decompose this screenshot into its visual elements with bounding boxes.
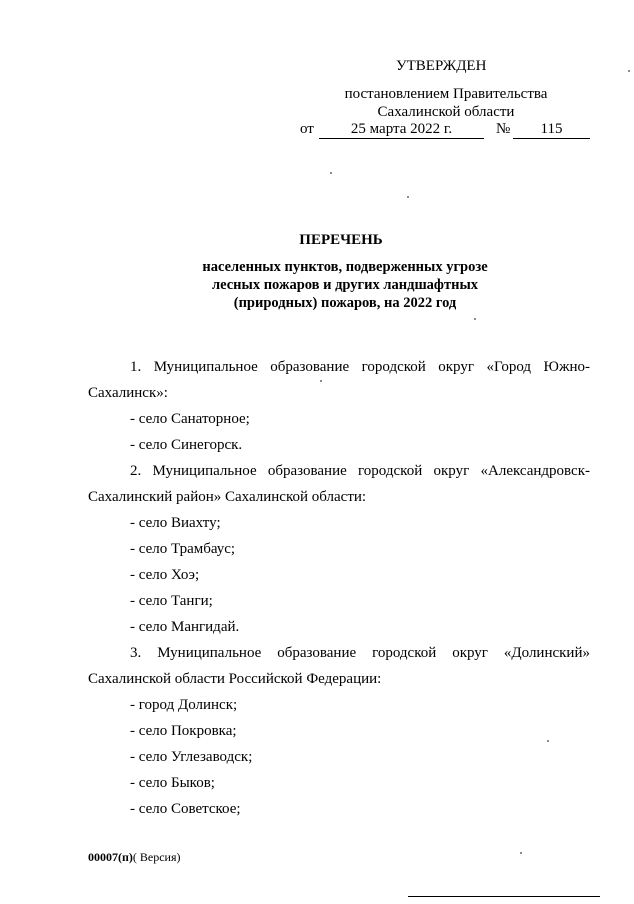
list-item: - село Трамбаус; [130,541,236,557]
scan-speck [407,196,409,198]
approval-number: 115 [513,121,590,139]
section-3-heading-cont: Сахалинской области Российской Федерации: [88,671,382,687]
list-item: - село Мангидай. [130,619,240,635]
list-item: - село Санаторное; [130,411,250,427]
approval-date: 25 марта 2022 г. [319,121,484,139]
list-item: - село Советское; [130,801,241,817]
date-prefix: от [300,121,314,137]
document-code-value: 00007(п) [88,850,133,864]
scan-speck [330,172,332,174]
list-item: - село Виахту; [130,515,221,531]
scan-speck [320,380,322,382]
scan-speck [520,852,522,854]
scan-speck [474,318,476,320]
section-1-heading: 1. Муниципальное образование городской округ «Город Южно- [130,359,590,375]
document-title: ПЕРЕЧЕНЬ [299,232,383,248]
document-subtitle-line3: (природных) пожаров, на 2022 год [233,295,457,311]
section-3-heading: 3. Муниципальное образование городской округ «Долинский» [130,645,590,661]
document-subtitle-line2: лесных пожаров и других ландшафтных [211,277,479,293]
approval-authority: постановлением Правительства [344,86,548,102]
scan-speck [547,740,549,742]
list-item: - село Быков; [130,775,215,791]
section-2-heading-cont: Сахалинский район» Сахалинской области: [88,489,367,505]
number-sign: № [496,121,511,137]
list-item: - село Покровка; [130,723,237,739]
bottom-rule [408,896,600,897]
approval-heading: УТВЕРЖДЕН [396,58,487,74]
approval-date-row [300,121,592,141]
scan-speck [628,70,630,72]
document-subtitle-line1: населенных пунктов, подверженных угрозе [202,259,488,275]
list-item: - село Танги; [130,593,213,609]
section-2-heading: 2. Муниципальное образование городской округ «Александровск- [130,463,590,479]
list-item: - село Синегорск. [130,437,243,453]
document-version: ( Версия) [132,850,181,864]
approval-region: Сахалинской области [377,104,515,120]
list-item: - город Долинск; [130,697,238,713]
list-item: - село Углезаводск; [130,749,253,765]
document-code [88,850,181,865]
section-1-heading-cont: Сахалинск»: [88,385,168,401]
list-item: - село Хоэ; [130,567,200,583]
